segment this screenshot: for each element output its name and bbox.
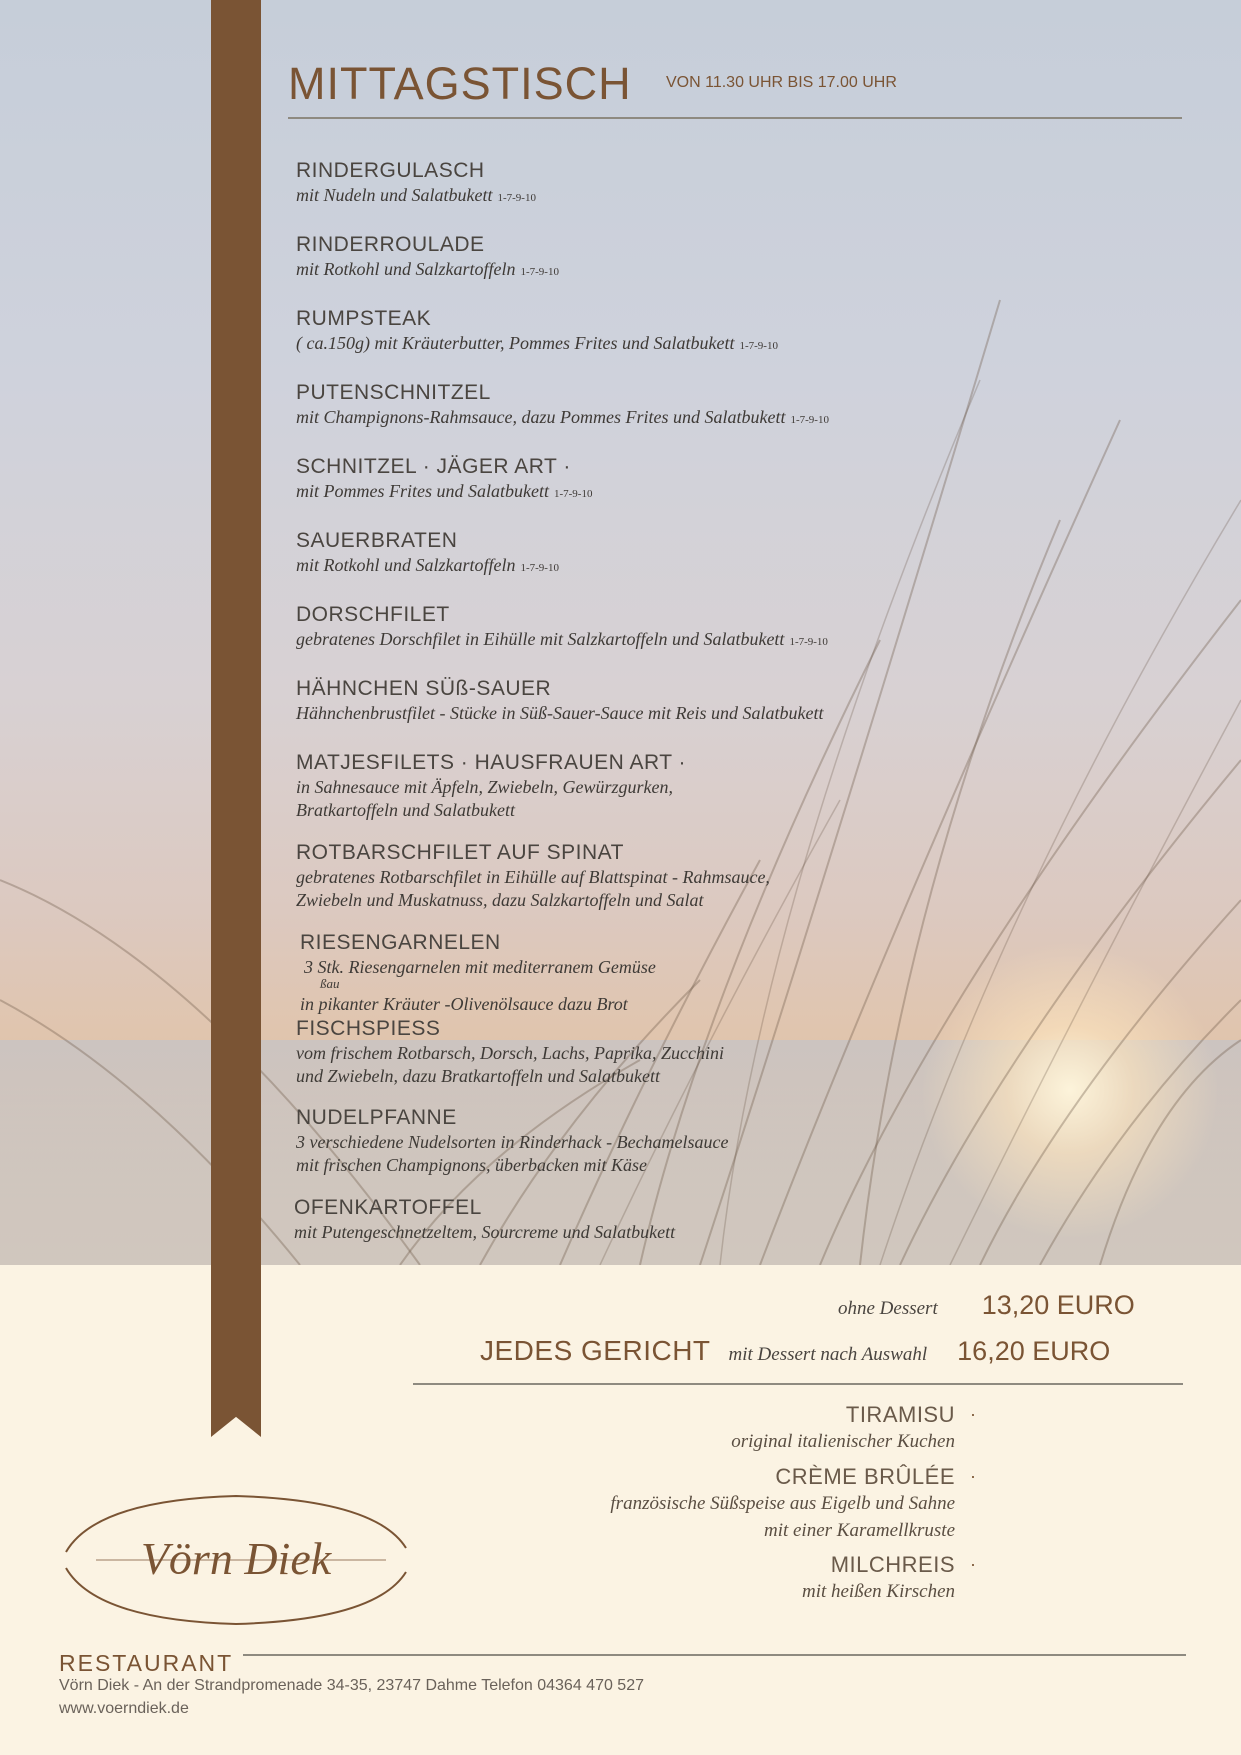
header-rule [288, 117, 1182, 119]
dish-item [296, 602, 996, 654]
allergen-codes: 1-7-9-10 [789, 636, 828, 648]
dessert-name: CRÈME BRÛLÉE [775, 1464, 955, 1489]
dish-name: PUTENSCHNITZEL [296, 381, 491, 404]
dish-name: RUMPSTEAK [296, 307, 432, 330]
dish-name: OFENKARTOFFEL [294, 1196, 482, 1219]
dish-name: HÄHNCHEN SÜß-SAUER [296, 677, 552, 700]
dish-desc-line2: Zwiebeln und Muskatnuss, dazu Salzkartoffeln und Salat [296, 890, 704, 910]
page-title: MITTAGSTISCH [288, 58, 632, 109]
dish-desc: mit Pommes Frites und Salatbukett [296, 481, 549, 501]
dessert-item [802, 1552, 955, 1605]
dish-desc: 3 verschiedene Nudelsorten in Rinderhack - Bechamelsauce [296, 1132, 729, 1152]
logo-text: Vörn Diek [140, 1533, 332, 1584]
dish-name: SCHNITZEL · JÄGER ART · [296, 455, 571, 478]
opening-hours: VON 11.30 UHR BIS 17.00 UHR [666, 74, 897, 91]
dish-desc: vom frischem Rotbarsch, Dorsch, Lachs, Paprika, Zucchini [296, 1043, 724, 1063]
dish-item [296, 232, 996, 284]
dish-item [294, 1195, 994, 1244]
dish-name: SAUERBRATEN [296, 529, 458, 552]
dish-name: ROTBARSCHFILET AUF SPINAT [296, 841, 624, 864]
dish-item [296, 1016, 996, 1088]
footer-website[interactable]: www.voerndiek.de [59, 1700, 189, 1717]
dish-item [296, 750, 996, 822]
dish-item [296, 380, 996, 432]
dessert-item [610, 1464, 955, 1544]
dish-desc-line2: mit frischen Champignons, überbacken mit Käse [296, 1155, 647, 1175]
dish-item [300, 930, 1000, 1016]
allergen-codes: 1-7-9-10 [497, 192, 536, 204]
dish-desc: Hähnchenbrustfilet - Stücke in Süß-Sauer-Sauce mit Reis und Salatbukett [296, 703, 824, 723]
dish-item [296, 158, 996, 210]
dessert-name: MILCHREIS [830, 1552, 955, 1577]
dish-item [296, 1105, 996, 1177]
stray-text: ßau [320, 976, 340, 991]
dessert-name: TIRAMISU [845, 1402, 955, 1427]
dessert-bullet: · [970, 1466, 976, 1486]
pricing-rule [413, 1383, 1183, 1385]
dish-desc: gebratenes Dorschfilet in Eihülle mit Salzkartoffeln und Salatbukett [296, 629, 785, 649]
dish-name: DORSCHFILET [296, 603, 450, 626]
allergen-codes: 1-7-9-10 [520, 266, 559, 278]
dish-item [296, 840, 996, 912]
dish-desc: mit Nudeln und Salatbukett [296, 185, 493, 205]
dish-item [296, 454, 996, 506]
footer-rule [243, 1654, 1186, 1656]
price-without-dessert [838, 1290, 1135, 1321]
dessert-bullet: · [970, 1404, 976, 1424]
price-with-dessert [480, 1335, 1110, 1367]
dessert-item [731, 1402, 955, 1455]
price-value: 13,20 EURO [981, 1290, 1135, 1320]
footer-address: Vörn Diek - An der Strandpromenade 34-35, 23747 Dahme Telefon 04364 470 527 [59, 1677, 644, 1694]
dish-name: RIESENGARNELEN [300, 931, 501, 954]
dish-desc-line2: in pikanter Kräuter -Olivenölsauce dazu Brot [300, 994, 628, 1014]
dish-desc: mit Rotkohl und Salzkartoffeln [296, 555, 516, 575]
restaurant-logo [56, 1490, 416, 1635]
dessert-desc: französische Süßspeise aus Eigelb und Sahne [610, 1493, 955, 1514]
dish-item [296, 676, 996, 725]
allergen-codes: 1-7-9-10 [520, 562, 559, 574]
dish-name: RINDERROULADE [296, 233, 485, 256]
dish-desc: mit Putengeschnetzeltem, Sourcreme und Salatbukett [294, 1222, 676, 1242]
dish-name: MATJESFILETS · HAUSFRAUEN ART · [296, 751, 687, 774]
dish-desc: 3 Stk. Riesengarnelen mit mediterranem Gemüse [304, 957, 656, 977]
dish-name: NUDELPFANNE [296, 1106, 457, 1129]
dish-desc: mit Rotkohl und Salzkartoffeln [296, 259, 516, 279]
dish-desc-line2: und Zwiebeln, dazu Bratkartoffeln und Salatbukett [296, 1066, 660, 1086]
dish-desc: ( ca.150g) mit Kräuterbutter, Pommes Frites und Salatbukett [296, 333, 735, 353]
jedes-gericht-label: JEDES GERICHT [480, 1335, 711, 1366]
allergen-codes: 1-7-9-10 [739, 340, 778, 352]
dish-item [296, 306, 996, 358]
allergen-codes: 1-7-9-10 [790, 414, 829, 426]
dish-desc: in Sahnesauce mit Äpfeln, Zwiebeln, Gewürzgurken, [296, 777, 673, 797]
dish-item [296, 528, 996, 580]
dessert-desc: original italienischer Kuchen [731, 1431, 955, 1452]
dish-desc-line2: Bratkartoffeln und Salatbukett [296, 800, 515, 820]
price-label: ohne Dessert [838, 1298, 938, 1319]
dish-desc: gebratenes Rotbarschfilet in Eihülle auf Blattspinat - Rahmsauce, [296, 867, 770, 887]
dish-name: FISCHSPIESS [296, 1017, 441, 1040]
dish-desc: mit Champignons-Rahmsauce, dazu Pommes Frites und Salatbukett [296, 407, 786, 427]
footer-restaurant-label: RESTAURANT [59, 1650, 234, 1676]
price-value: 16,20 EURO [957, 1336, 1111, 1366]
allergen-codes: 1-7-9-10 [553, 488, 593, 500]
dessert-desc: mit heißen Kirschen [801, 1581, 955, 1602]
dessert-bullet: · [970, 1554, 976, 1574]
dish-name: RINDERGULASCH [296, 159, 485, 182]
dessert-desc-line2: mit einer Karamellkruste [763, 1520, 955, 1541]
price-label: mit Dessert nach Auswahl [728, 1344, 928, 1365]
